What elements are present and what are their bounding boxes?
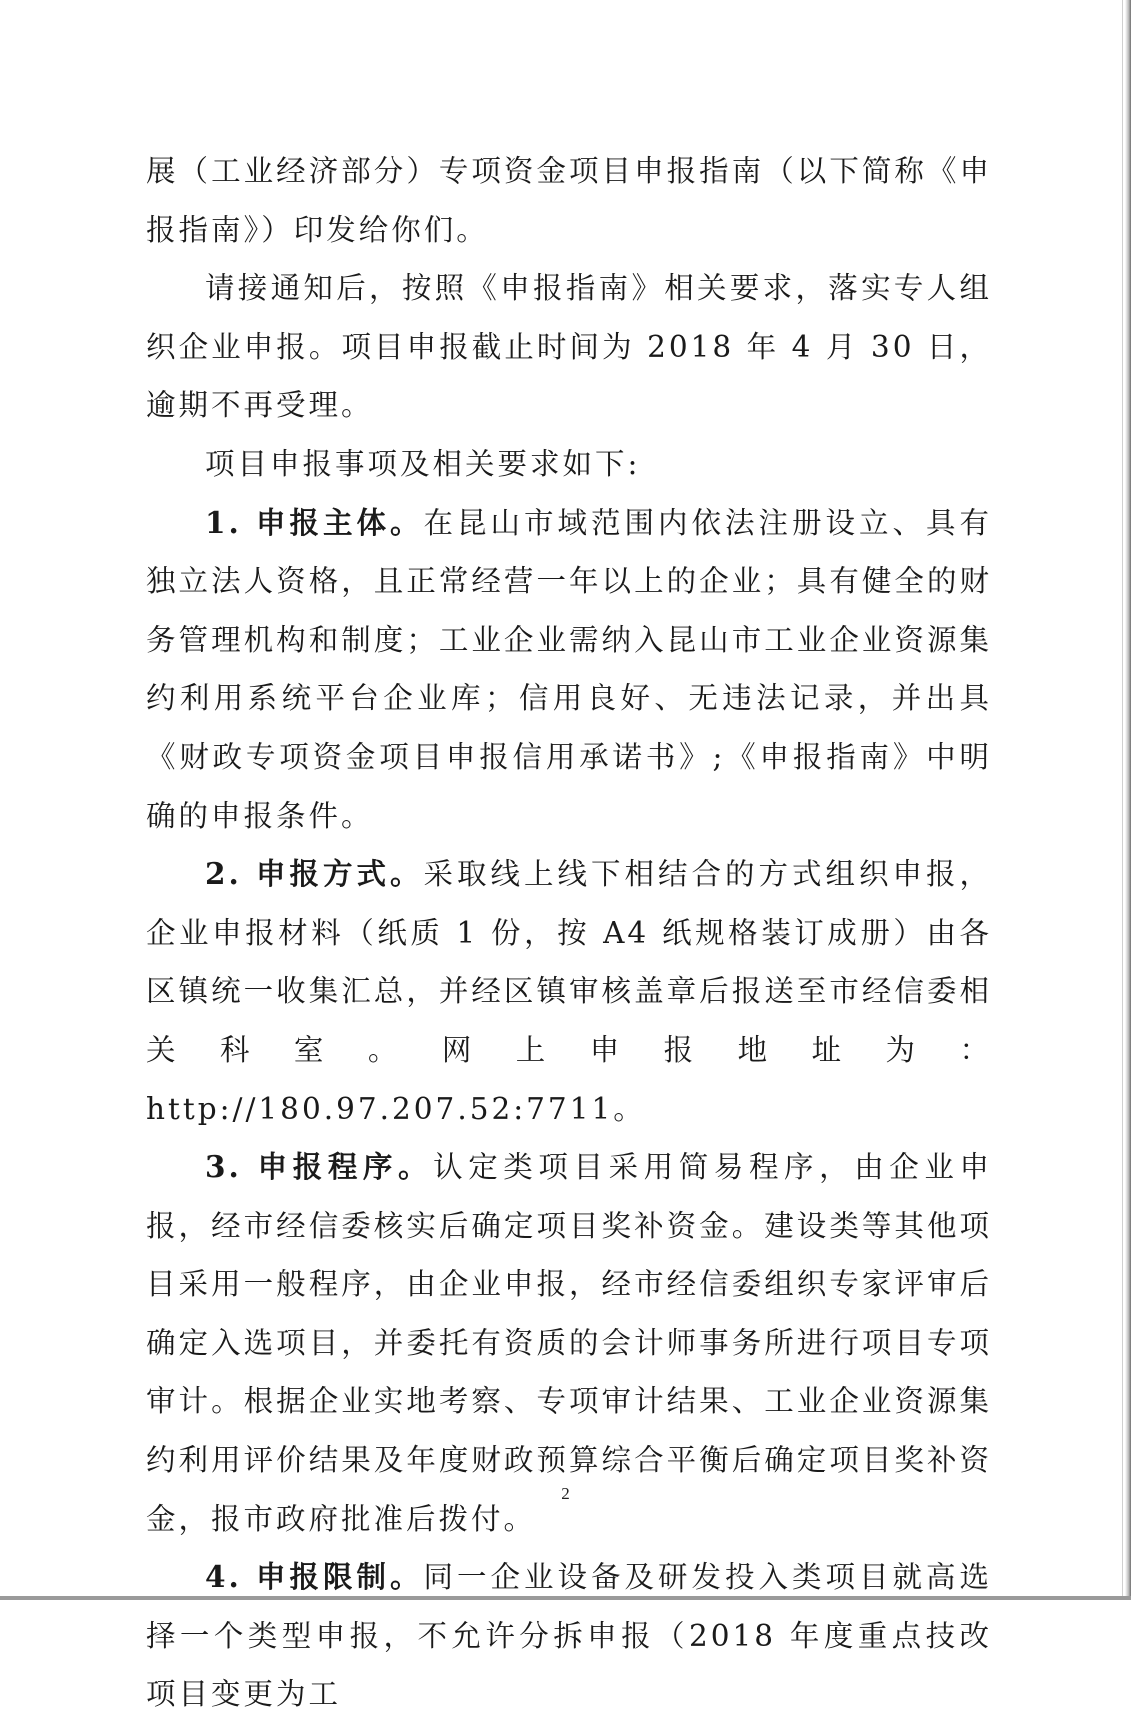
item-heading: 3. 申报程序。 [205, 1149, 434, 1185]
item-heading: 2. 申报方式。 [205, 856, 424, 892]
paragraph-text: 同一企业设备及研发投入类项目就高选择一个类型申报，不允许分拆申报（2018 年度重点技改项目变更为工 [146, 1560, 992, 1712]
scan-edge-shadow [1125, 0, 1131, 1600]
scan-line [1122, 0, 1123, 1600]
item-heading: 4. 申报限制。 [205, 1559, 424, 1595]
paragraph-item-1 [146, 494, 992, 846]
page-number: 2 [561, 1484, 570, 1503]
paragraph-item-4 [146, 1548, 992, 1724]
paragraph-text: 采取线上线下相结合的方式组织申报，企业申报材料（纸质 1 份，按 A4 纸规格装订成册）由各区镇统一收集汇总，并经区镇审核盖章后报送至市经信委相关科室。网上申报地址为：http://180.97.207.52:7711。 [146, 857, 992, 1126]
paragraph-text: 在昆山市域范围内依法注册设立、具有独立法人资格，且正常经营一年以上的企业；具有健全的财务管理机构和制度；工业企业需纳入昆山市工业企业资源集约利用系统平台企业库；信用良好、无违法记录，并出具《财政专项资金项目申报信用承诺书》;《申报指南》中明确的申报条件。 [146, 505, 992, 833]
paragraph-text: 项目申报事项及相关要求如下: [205, 446, 641, 481]
paragraph-text: 请接通知后，按照《申报指南》相关要求，落实专人组织企业申报。项目申报截止时间为 2018 年 4 月 30 日，逾期不再受理。 [146, 271, 992, 423]
paragraph-instructions [146, 259, 992, 435]
paragraph-requirements-intro [146, 435, 992, 494]
paragraph-text: 认定类项目采用简易程序，由企业申报，经市经信委核实后确定项目奖补资金。建设类等其他项目采用一般程序，由企业申报，经市经信委组织专家评审后确定入选项目，并委托有资质的会计师事务所进行项目专项审计。根据企业实地考察、专项审计结果、工业企业资源集约利用评价结果及年度财政预算综合平衡后确定项目奖补资金，报市政府批准后拨付。 [146, 1150, 992, 1536]
item-heading: 1. 申报主体。 [205, 504, 424, 540]
paragraph-continuation [146, 142, 992, 259]
paragraph-text: 展（工业经济部分）专项资金项目申报指南（以下简称《申报指南》）印发给你们。 [146, 154, 992, 247]
paragraph-item-2 [146, 845, 992, 1138]
